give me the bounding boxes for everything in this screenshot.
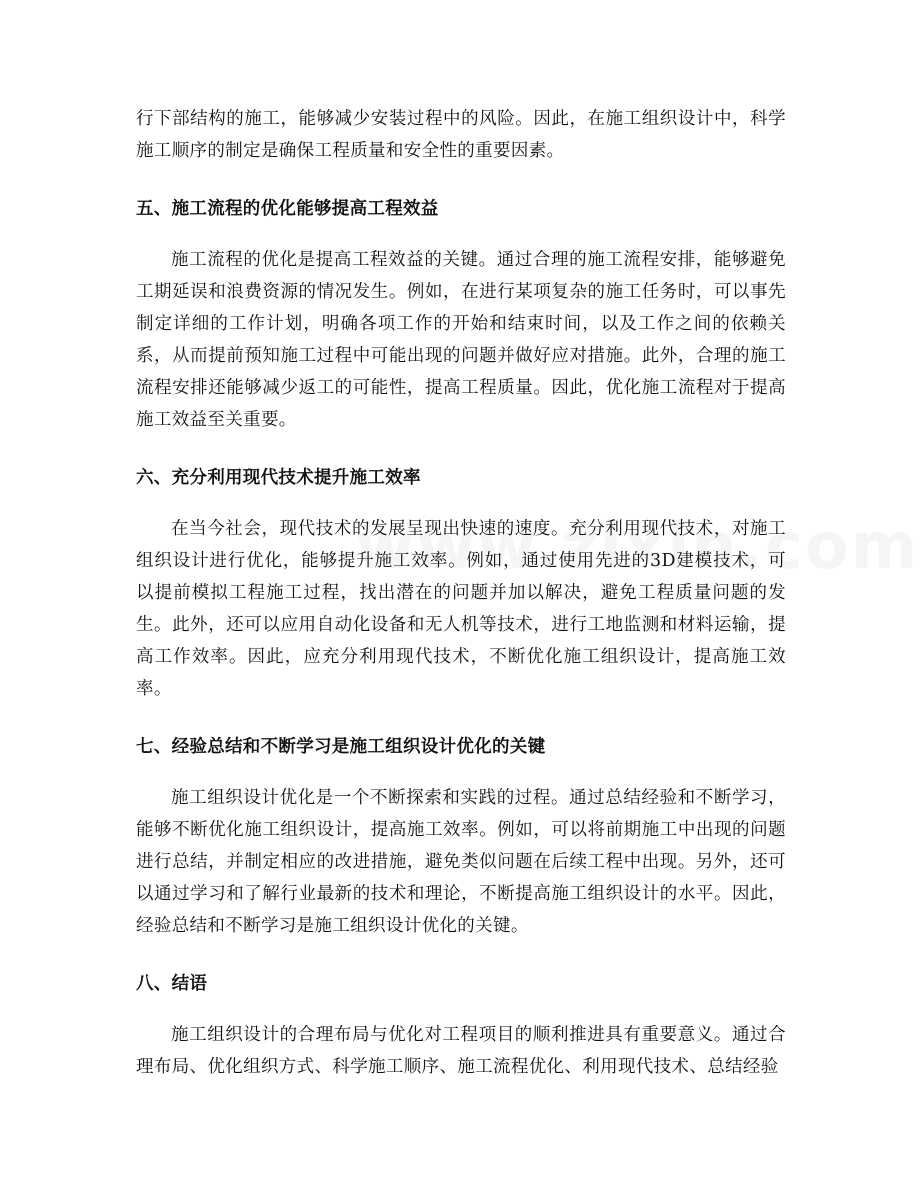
section-8-paragraph: 施工组织设计的合理布局与优化对工程项目的顺利推进具有重要意义。通过合理布局、优化组织方式、科学施工顺序、施工流程优化、利用现代技术、总结经验 <box>136 1025 786 1077</box>
section-7-paragraph: 施工组织设计优化是一个不断探索和实践的过程。通过总结经验和不断学习，能够不断优化施工组织设计，提高施工效率。例如，可以将前期施工中出现的问题进行总结，并制定相应的改进措施，避免类似问题在后续工程中出现。另外，还可以通过学习和了解行业最新的技术和理论，不断提高施工组织设计的水平。因此，经验总结和不断学习是施工组织设计优化的关键。 <box>136 788 786 936</box>
section-5-heading: 五、施工流程的优化能够提高工程效益 <box>136 199 439 219</box>
section-6-heading: 六、充分利用现代技术提升施工效率 <box>136 468 421 488</box>
document-body <box>136 103 786 1083</box>
section-7-heading: 七、经验总结和不断学习是施工组织设计优化的关键 <box>136 737 546 757</box>
section-8-heading: 八、结语 <box>136 974 208 994</box>
intro-paragraph: 行下部结构的施工，能够减少安装过程中的风险。因此，在施工组织设计中，科学施工顺序的制定是确保工程质量和安全性的重要因素。 <box>136 109 786 161</box>
section-6-paragraph: 在当今社会，现代技术的发展呈现出快速的速度。充分利用现代技术，对施工组织设计进行优化，能够提升施工效率。例如，通过使用先进的3D建模技术，可以提前模拟工程施工过程，找出潜在的问题并加以解决，避免工程质量问题的发生。此外，还可以应用自动化设备和无人机等技术，进行工地监测和材料运输，提高工作效率。因此，应充分利用现代技术，不断优化施工组织设计，提高施工效率。 <box>136 519 786 699</box>
section-5-paragraph: 施工流程的优化是提高工程效益的关键。通过合理的施工流程安排，能够避免工期延误和浪费资源的情况发生。例如，在进行某项复杂的施工任务时，可以事先制定详细的工作计划，明确各项工作的开始和结束时间，以及工作之间的依赖关系，从而提前预知施工过程中可能出现的问题并做好应对措施。此外，合理的施工流程安排还能够减少返工的可能性，提高工程质量。因此，优化施工流程对于提高施工效益至关重要。 <box>136 250 786 430</box>
